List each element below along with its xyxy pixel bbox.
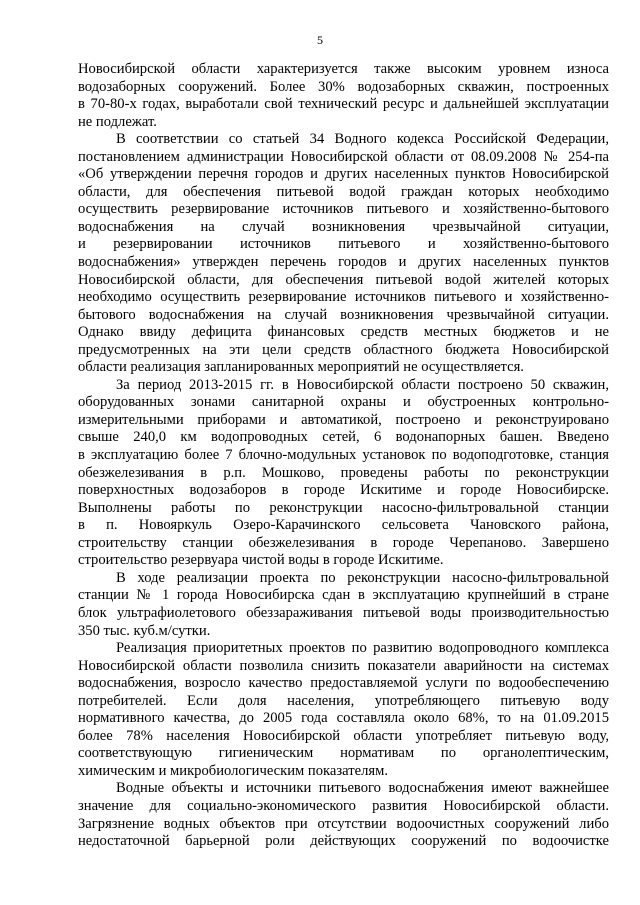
text-line: водоснабжения» утвержден перечень городов и других населенных пунктов — [78, 254, 609, 271]
text-line: постановлением администрации Новосибирской области от 08.09.2008 № 254-па — [78, 148, 609, 165]
text-line: нормативного качества, до 2005 года составляла около 68%, то на 01.09.2015 — [78, 710, 609, 727]
page-number: 5 — [317, 33, 323, 47]
text-line: свыше 240,0 км водопроводных сетей, 6 водонапорных башен. Введено — [78, 429, 609, 446]
text-line: Реализация приоритетных проектов по развитию водопроводного комплекса — [116, 640, 609, 657]
text-line: водоснабжения, возросло качество предоставляемой услуги по водообеспечению — [78, 675, 609, 692]
text-line: Новосибирской области, для обеспечения питьевой водой жителей которых — [78, 271, 609, 288]
text-line: потребителей. Если доля населения, употребляющего питьевую воду — [78, 692, 609, 709]
paragraph — [78, 377, 609, 570]
text-line: строительство резервуара чистой воды в городе Искитиме. — [78, 552, 444, 569]
text-line: в эксплуатацию более 7 блочно-модульных установок по водоподготовке, станция — [78, 447, 609, 464]
text-line: поверхностных водозаборов в городе Искитиме и городе Новосибирске. — [78, 482, 609, 499]
text-line: Однако ввиду дефицита финансовых средств местных бюджетов и не — [78, 324, 609, 341]
text-line: в п. Новояркуль Озеро-Карачинского сельсовета Чановского района, — [78, 517, 609, 534]
paragraph — [78, 61, 609, 131]
paragraph — [78, 780, 609, 850]
text-line: оборудованных зонами санитарной охраны и обустроенных контрольно- — [78, 394, 609, 411]
text-line: Новосибирской области характеризуется также высоким уровнем износа — [78, 61, 609, 77]
text-line: химическим и микробиологическим показателям. — [78, 762, 388, 779]
text-line: области, для обеспечения питьевой водой граждан которых необходимо — [78, 183, 609, 200]
text-line: За период 2013-2015 гг. в Новосибирской области построено 50 скважин, — [116, 376, 609, 393]
text-line: области реализация запланированных мероприятий не осуществляется. — [78, 359, 524, 376]
text-line: недостаточной барьерной роли действующих сооружений по водоочистке — [78, 833, 609, 850]
text-line: более 78% населения Новосибирской области употребляет питьевую воду, — [78, 727, 609, 744]
text-line: «Об утверждении перечня городов и других населенных пунктов Новосибирской — [78, 166, 609, 183]
text-line: не подлежат. — [78, 113, 157, 130]
text-line: водозаборных сооружений. Более 30% водозаборных скважин, построенных — [78, 78, 609, 95]
text-line: в 70-80-х годах, выработали свой технический ресурс и дальнейшей эксплуатации — [78, 96, 609, 113]
text-line: водоснабжения на случай возникновения чрезвычайной ситуации, — [78, 218, 609, 235]
text-line: Новосибирской области позволила снизить показатели аварийности на системах — [78, 657, 609, 674]
text-line: блок ультрафиолетового обеззараживания питьевой воды производительностью — [78, 604, 609, 621]
text-line: необходимо осуществить резервирование источников питьевого и хозяйственно- — [78, 289, 609, 306]
text-line: измерительными приборами и автоматикой, построено и реконструировано — [78, 411, 609, 428]
text-line: осуществить резервирование источников питьевого и хозяйственно-бытового — [78, 201, 609, 218]
text-line: Загрязнение водных объектов при отсутствии водоочистных сооружений либо — [78, 815, 609, 832]
text-line: предусмотренных на эти цели средств областного бюджета Новосибирской — [78, 341, 609, 358]
paragraph — [78, 570, 609, 640]
text-line: значение для социально-экономического развития Новосибирской области. — [78, 797, 609, 814]
text-line: соответствующую гигиеническим нормативам по органолептическим, — [78, 745, 609, 762]
text-line: строительству станции обезжелезивания в городе Черепаново. Завершено — [78, 534, 609, 551]
paragraph — [78, 131, 609, 377]
text-line: и резервировании источников питьевого и хозяйственно-бытового — [78, 236, 609, 253]
text-line: В ходе реализации проекта по реконструкции насосно-фильтровальной — [116, 569, 609, 586]
text-line: станции № 1 города Новосибирска сдан в эксплуатацию крупнейший в стране — [78, 587, 609, 604]
text-line: Водные объекты и источники питьевого водоснабжения имеют важнейшее — [116, 780, 609, 797]
paragraph — [78, 640, 609, 780]
document-body — [78, 61, 609, 851]
text-line: 350 тыс. куб.м/сутки. — [78, 622, 211, 639]
text-line: Выполнены работы по реконструкции насосно-фильтровальной станции — [78, 499, 609, 516]
text-line: В соответствии со статьей 34 Водного кодекса Российской Федерации, — [116, 131, 609, 148]
text-line: бытового водоснабжения на случай возникновения чрезвычайной ситуации. — [78, 306, 609, 323]
text-line: обезжелезивания в р.п. Мошково, проведены работы по реконструкции — [78, 464, 609, 481]
